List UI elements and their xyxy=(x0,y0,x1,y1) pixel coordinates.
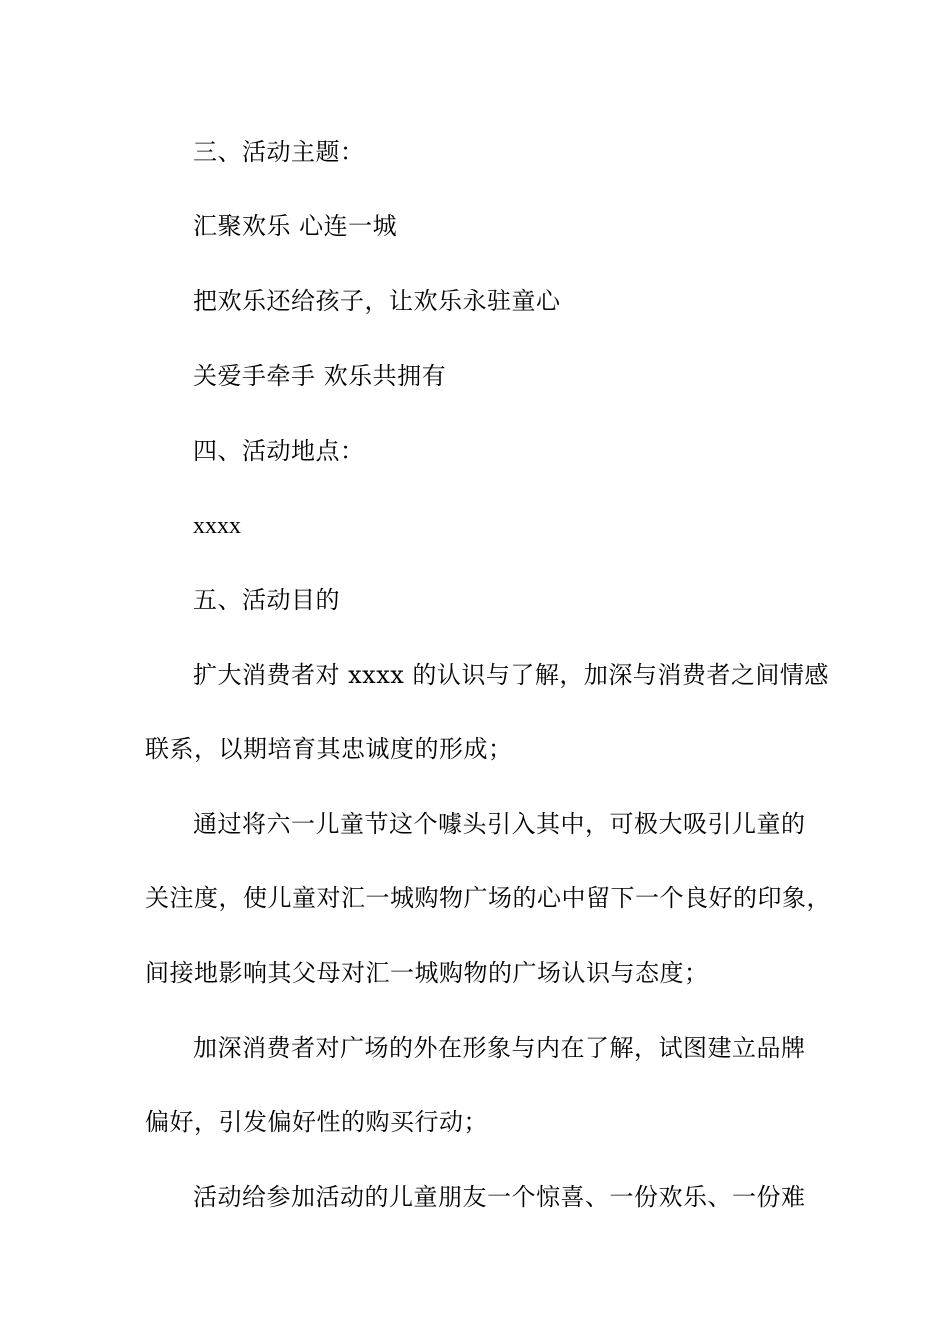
paragraph-2-line-3: 间接地影响其父母对汇一城购物的广场认识与态度； xyxy=(145,959,709,987)
paragraph-3-line-1: 加深消费者对广场的外在形象与内在了解，试图建立品牌 xyxy=(193,1034,806,1062)
theme-line-2: 把欢乐还给孩子，让欢乐永驻童心 xyxy=(193,287,561,315)
paragraph-4-line-1: 活动给参加活动的儿童朋友一个惊喜、一份欢乐、一份难 xyxy=(193,1183,806,1211)
paragraph-1-line-1: 扩大消费者对 xxxx 的认识与了解，加深与消费者之间情感 xyxy=(193,661,829,689)
section-heading-theme: 三、活动主题： xyxy=(193,138,365,166)
paragraph-2-line-2: 关注度，使儿童对汇一城购物广场的心中留下一个良好的印象， xyxy=(145,884,831,912)
theme-line-3: 关爱手牵手 欢乐共拥有 xyxy=(193,362,447,390)
section-heading-location: 四、活动地点： xyxy=(193,437,365,465)
location-text: xxxx xyxy=(193,513,241,539)
paragraph-1-line-2: 联系，以期培育其忠诚度的形成； xyxy=(145,735,513,763)
paragraph-2-line-1: 通过将六一儿童节这个噱头引入其中，可极大吸引儿童的 xyxy=(193,810,806,838)
paragraph-3-line-2: 偏好，引发偏好性的购买行动； xyxy=(145,1108,488,1136)
section-heading-purpose: 五、活动目的 xyxy=(193,586,340,614)
theme-line-1: 汇聚欢乐 心连一城 xyxy=(193,212,398,240)
